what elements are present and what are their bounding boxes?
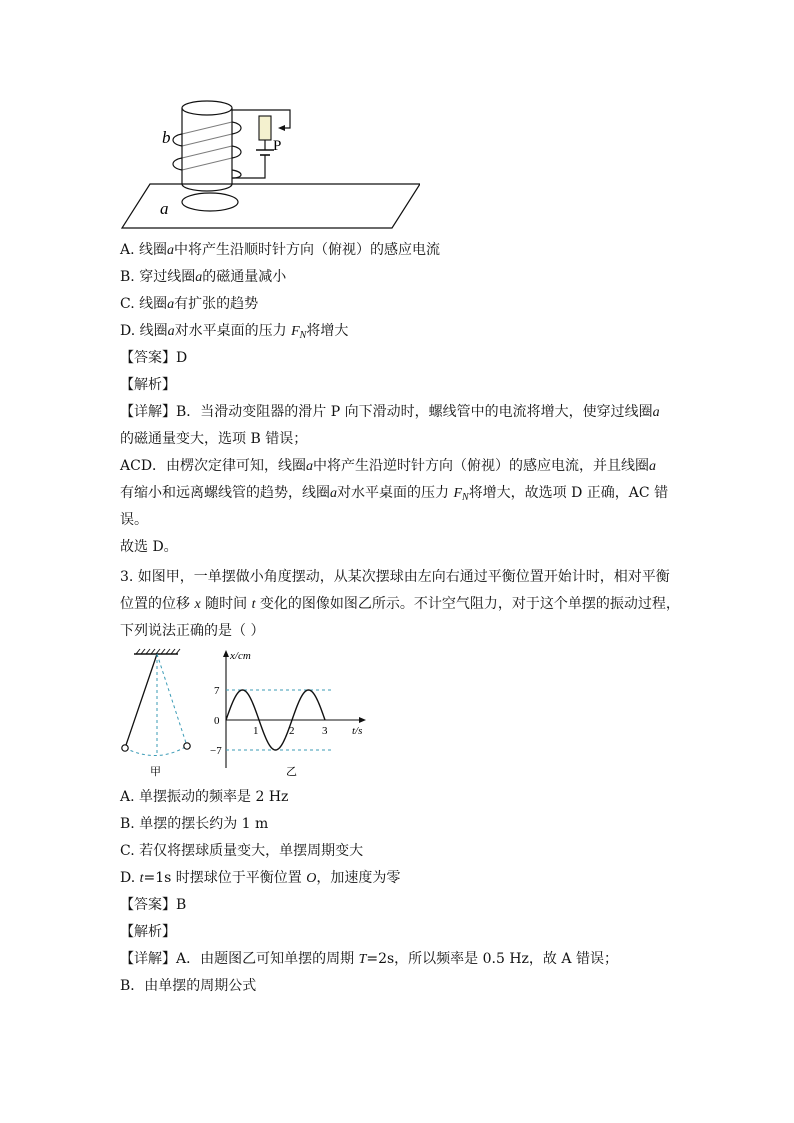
figure-yi-label: 乙 bbox=[286, 766, 297, 778]
q3-option-b: B. 单摆的摆长约为 1 m bbox=[120, 816, 269, 832]
q3-detail-line-2: B．由单摆的周期公式 bbox=[120, 978, 257, 994]
pendulum-string bbox=[125, 654, 157, 748]
q3-option-d: D. t=1s 时摆球位于平衡位置 O，加速度为零 bbox=[120, 870, 401, 886]
rheostat bbox=[259, 116, 271, 140]
x-axis-label: t/s bbox=[352, 725, 363, 737]
pendulum-bob-left bbox=[122, 745, 128, 751]
q2-option-b: B. 穿过线圈a的磁通量减小 bbox=[120, 269, 287, 285]
q3-stem-line-1: 3. 如图甲，一单摆做小角度摆动，从某次摆球由左向右通过平衡位置开始计时，相对平衡 bbox=[120, 569, 670, 585]
label-p: P bbox=[273, 138, 282, 154]
y-axis-label: x/cm bbox=[230, 650, 251, 662]
pendulum-figure bbox=[112, 648, 208, 780]
q3-stem-line-3: 下列说法正确的是（ ） bbox=[120, 623, 265, 639]
x-tick-label: 1 bbox=[253, 725, 259, 737]
q3-option-c: C. 若仅将摆球质量变大，单摆周期变大 bbox=[120, 843, 364, 859]
solenoid-top bbox=[182, 101, 232, 115]
q2-detail-line-4: 有缩小和远离螺线管的趋势，线圈a对水平桌面的压力 $F_N$将增大，故选项 D 正确，AC 错 bbox=[120, 485, 669, 503]
q3-analysis-heading: 【解析】 bbox=[120, 924, 176, 940]
displacement-time-chart bbox=[210, 648, 370, 780]
q2-detail-line-5: 误。 bbox=[120, 512, 148, 528]
y-tick-label: 0 bbox=[214, 715, 220, 727]
q3-answer: 【答案】B bbox=[120, 897, 187, 913]
q2-option-a: A. 线圈a中将产生沿顺时针方向（俯视）的感应电流 bbox=[120, 242, 441, 258]
q2-conclusion: 故选 D。 bbox=[120, 539, 178, 555]
q2-detail-line-3: ACD．由楞次定律可知，线圈a中将产生沿逆时针方向（俯视）的感应电流，并且线圈a bbox=[120, 458, 657, 474]
solenoid-figure bbox=[120, 96, 420, 230]
x-tick-label: 2 bbox=[289, 725, 295, 737]
q2-detail-line-1: 【详解】B．当滑动变阻器的滑片 P 向下滑动时，螺线管中的电流将增大，使穿过线圈a bbox=[120, 404, 660, 420]
q3-detail-line-1: 【详解】A．由题图乙可知单摆的周期 T=2s，所以频率是 0.5 Hz，故 A 错误； bbox=[120, 951, 618, 967]
q2-answer: 【答案】D bbox=[120, 350, 188, 366]
q2-option-c: C. 线圈a有扩张的趋势 bbox=[120, 296, 259, 312]
x-tick-label: 3 bbox=[322, 725, 328, 737]
q2-option-d: D. 线圈a对水平桌面的压力 $F_N$将增大 bbox=[120, 323, 349, 341]
q3-stem-line-2: 位置的位移 x 随时间 t 变化的图像如图乙所示。不计空气阻力，对于这个单摆的振动过程， bbox=[120, 596, 680, 612]
label-b: b bbox=[162, 128, 171, 147]
y-tick-label: −7 bbox=[210, 745, 222, 757]
y-tick-label: 7 bbox=[214, 685, 220, 697]
pendulum-bob-right bbox=[184, 743, 190, 749]
label-a: a bbox=[160, 199, 169, 218]
q2-analysis-heading: 【解析】 bbox=[120, 377, 176, 393]
figure-jia-label: 甲 bbox=[150, 766, 161, 778]
q3-option-a: A. 单摆振动的频率是 2 Hz bbox=[120, 789, 289, 805]
q2-detail-line-2: 的磁通量变大，选项 B 错误； bbox=[120, 431, 308, 447]
coil-a-ring bbox=[182, 193, 238, 211]
ceiling-hatch bbox=[136, 649, 180, 654]
